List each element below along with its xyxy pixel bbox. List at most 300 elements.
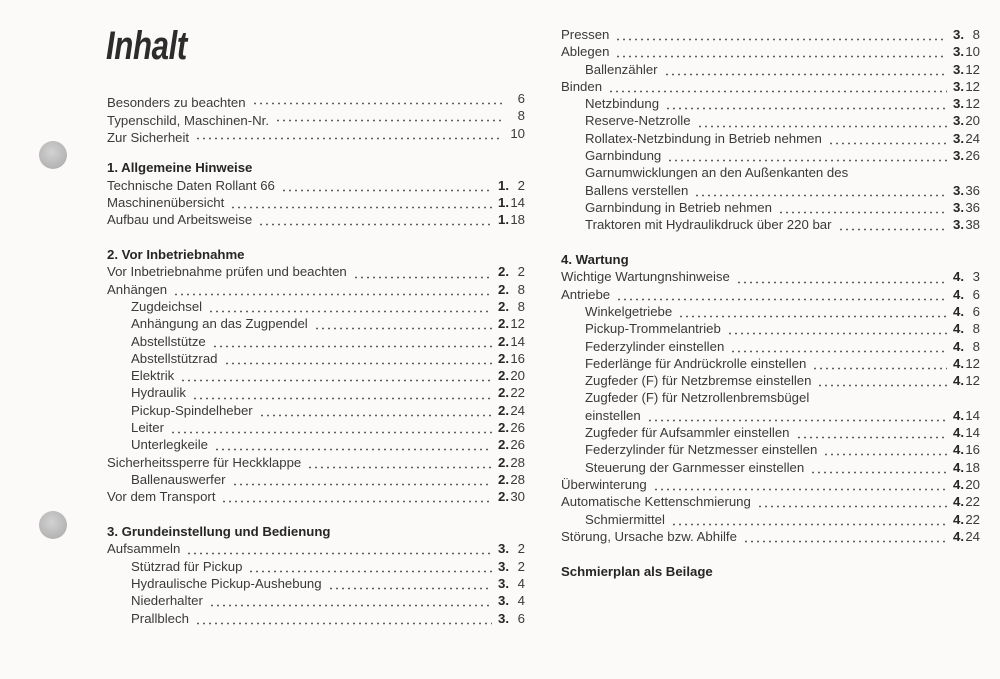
dot-leader — [170, 424, 492, 434]
page-number: 10 — [965, 44, 980, 60]
entry-label: Pickup-Spindelheber — [131, 402, 253, 418]
entry-label: Störung, Ursache bzw. Abhilfe — [561, 528, 737, 544]
toc-entry[interactable] — [107, 558, 525, 575]
section-heading: 4. Wartung — [561, 252, 629, 268]
page-number: 2 — [517, 177, 525, 193]
chapter-number: 2. — [498, 298, 509, 314]
page-number: 26 — [965, 148, 980, 164]
dot-leader — [796, 429, 947, 439]
section-heading: Schmierplan als Beilage — [561, 563, 713, 579]
chapter-number: 4. — [953, 425, 964, 441]
entry-label: Technische Daten Rollant 66 — [107, 177, 275, 193]
dot-leader — [671, 516, 947, 526]
entry-label: Ballenzähler — [585, 61, 658, 77]
page-number: 20 — [965, 113, 980, 129]
page-reference — [492, 419, 525, 436]
entry-label: Federzylinder für Netzmesser einstellen — [585, 442, 818, 458]
page-reference — [947, 130, 980, 147]
page-reference — [492, 194, 525, 211]
page-reference — [503, 107, 525, 124]
dot-leader — [817, 377, 947, 387]
page-number: 12 — [965, 78, 980, 94]
dot-leader — [314, 320, 492, 330]
toc-entry[interactable] — [561, 112, 980, 129]
dot-leader — [757, 498, 947, 508]
entry-label: Traktoren mit Hydraulikdruck über 220 bar — [585, 217, 832, 233]
page-number: 8 — [517, 298, 525, 314]
page-number: 2 — [517, 558, 525, 574]
toc-entry[interactable] — [107, 454, 525, 471]
page-reference — [492, 575, 525, 592]
dot-leader — [678, 308, 947, 318]
entry-label: Federzylinder einstellen — [585, 338, 725, 354]
page-number: 26 — [510, 437, 525, 453]
chapter-number: 3. — [953, 78, 964, 94]
page-reference — [492, 454, 525, 471]
toc-section — [107, 159, 525, 228]
toc-entry[interactable] — [107, 610, 525, 627]
toc-entry[interactable] — [107, 177, 525, 194]
dot-leader — [307, 459, 492, 469]
toc-entry[interactable] — [561, 355, 980, 372]
page-reference — [492, 263, 525, 280]
page-number: 22 — [965, 494, 980, 510]
chapter-number: 4. — [953, 528, 964, 544]
page-number: 8 — [517, 108, 525, 124]
chapter-number: 3. — [498, 593, 509, 609]
toc-entry[interactable] — [107, 281, 525, 298]
toc-entry[interactable] — [107, 298, 525, 315]
dot-leader — [195, 615, 492, 625]
toc-entry[interactable] — [107, 384, 525, 401]
dot-leader — [328, 580, 492, 590]
page-number: 18 — [510, 212, 525, 228]
page-number: 8 — [972, 338, 980, 354]
entry-label: Vor dem Transport — [107, 489, 216, 505]
page-reference — [492, 384, 525, 401]
entry-label: Steuerung der Garnmesser einstellen — [585, 459, 805, 475]
entry-label: Leiter — [131, 420, 164, 436]
dot-leader — [616, 291, 947, 301]
chapter-number: 3. — [498, 575, 509, 591]
entry-label: einstellen — [585, 407, 641, 423]
entry-label: Besonders zu beachten — [107, 95, 246, 111]
page-reference — [492, 211, 525, 228]
page-number: 22 — [510, 385, 525, 401]
dot-leader — [615, 31, 947, 41]
entry-label: Winkelgetriebe — [585, 303, 673, 319]
page-number: 6 — [972, 303, 980, 319]
chapter-number: 4. — [953, 286, 964, 302]
page-number: 38 — [965, 217, 980, 233]
page-reference — [947, 199, 980, 216]
dot-leader — [230, 199, 492, 209]
dot-leader — [353, 269, 492, 279]
toc-entry[interactable] — [561, 476, 980, 493]
chapter-number: 3. — [953, 44, 964, 60]
chapter-number: 2. — [498, 454, 509, 470]
chapter-number: 3. — [953, 96, 964, 112]
toc-entry[interactable] — [561, 61, 980, 78]
page-number: 14 — [510, 194, 525, 210]
page-reference — [947, 216, 980, 233]
page-reference — [947, 320, 980, 337]
page-number: 12 — [965, 373, 980, 389]
page-reference — [492, 436, 525, 453]
punch-hole-bottom — [39, 511, 67, 539]
chapter-number: 3. — [953, 113, 964, 129]
toc-entry[interactable] — [561, 338, 980, 355]
page-reference — [947, 43, 980, 60]
dot-leader — [823, 446, 947, 456]
dot-leader — [608, 83, 947, 93]
toc-entry[interactable] — [107, 575, 525, 592]
dot-leader — [259, 407, 492, 417]
chapter-number: 3. — [953, 148, 964, 164]
entry-label: Zugfeder (F) für Netzrollenbremsbügel — [585, 390, 810, 406]
page-number: 6 — [517, 91, 525, 106]
page-reference — [503, 90, 525, 107]
page-reference — [947, 26, 980, 43]
entry-label: Unterlegkeile — [131, 437, 208, 453]
toc-entry[interactable] — [561, 26, 980, 43]
dot-leader — [615, 48, 947, 58]
entry-label: Niederhalter — [131, 593, 203, 609]
dot-leader — [248, 563, 492, 573]
dot-leader — [664, 66, 947, 76]
toc-entry[interactable] — [561, 130, 980, 147]
page-reference — [492, 281, 525, 298]
section-heading: 1. Allgemeine Hinweise — [107, 160, 253, 176]
entry-label: Stützrad für Pickup — [131, 558, 243, 574]
dot-leader — [810, 464, 947, 474]
toc-entry[interactable] — [107, 419, 525, 436]
toc-entry[interactable] — [107, 540, 525, 557]
entry-label: Garnbindung — [585, 148, 662, 164]
chapter-number: 2. — [498, 402, 509, 418]
page-reference — [947, 355, 980, 372]
entry-label: Ballens verstellen — [585, 182, 689, 198]
toc-column-right — [561, 26, 980, 597]
toc-column-left — [107, 90, 525, 644]
page-reference — [947, 493, 980, 510]
dot-leader — [647, 412, 947, 422]
toc-entry[interactable] — [107, 592, 525, 609]
page-number: 6 — [517, 610, 525, 626]
dot-leader — [214, 441, 492, 451]
dot-leader — [697, 118, 947, 128]
page-number: 24 — [965, 528, 980, 544]
chapter-number: 4. — [953, 476, 964, 492]
page-number: 3 — [972, 269, 980, 285]
toc-entry[interactable] — [107, 333, 525, 350]
dot-leader — [665, 100, 947, 110]
dot-leader — [195, 130, 503, 140]
toc-entry[interactable] — [561, 389, 980, 406]
toc-entry[interactable] — [561, 424, 980, 441]
dot-leader — [730, 343, 947, 353]
chapter-number: 4. — [953, 321, 964, 337]
page-reference — [947, 372, 980, 389]
toc-entry[interactable] — [561, 43, 980, 60]
entry-label: Rollatex-Netzbindung in Betrieb nehmen — [585, 130, 822, 146]
entry-label: Schmiermittel — [585, 511, 665, 527]
page-reference — [947, 268, 980, 285]
entry-label: Hydraulik — [131, 385, 186, 401]
toc-entry[interactable] — [561, 493, 980, 510]
chapter-number: 2. — [498, 368, 509, 384]
page-number: 14 — [965, 425, 980, 441]
page-number: 14 — [965, 407, 980, 423]
page-reference — [947, 78, 980, 95]
toc-entry[interactable] — [561, 372, 980, 389]
dot-leader — [180, 372, 492, 382]
chapter-number: 4. — [953, 303, 964, 319]
dot-leader — [736, 274, 947, 284]
dot-leader — [743, 533, 947, 543]
toc-entry[interactable] — [107, 350, 525, 367]
entry-label: Abstellstütze — [131, 333, 206, 349]
dot-leader — [212, 338, 492, 348]
entry-label: Hydraulische Pickup-Aushebung — [131, 575, 322, 591]
page-number: 36 — [965, 199, 980, 215]
page-number: 8 — [972, 27, 980, 42]
dot-leader — [281, 182, 492, 192]
section-heading: 2. Vor Inbetriebnahme — [107, 247, 245, 263]
dot-leader — [232, 476, 492, 486]
chapter-number: 1. — [498, 194, 509, 210]
chapter-number: 2. — [498, 385, 509, 401]
entry-label: Sicherheitssperre für Heckklappe — [107, 454, 302, 470]
page-number: 12 — [965, 355, 980, 371]
dot-leader — [694, 187, 947, 197]
chapter-number: 3. — [953, 130, 964, 146]
dot-leader — [173, 286, 492, 296]
toc-entry[interactable] — [107, 90, 525, 111]
entry-label: Elektrik — [131, 368, 175, 384]
page-reference — [492, 558, 525, 575]
entry-label: Garnumwicklungen an den Außenkanten des — [585, 165, 849, 181]
page-reference — [947, 459, 980, 476]
page-number: 26 — [510, 420, 525, 436]
page-reference — [492, 610, 525, 627]
chapter-number: 2. — [498, 471, 509, 487]
toc-entry[interactable] — [561, 182, 980, 199]
entry-label: Typenschild, Maschinen-Nr. — [107, 112, 269, 128]
page-number: 12 — [965, 96, 980, 112]
page-number: 8 — [517, 281, 525, 297]
dot-leader — [812, 360, 947, 370]
page-number: 22 — [965, 511, 980, 527]
page-reference — [492, 177, 525, 194]
page-number: 18 — [965, 459, 980, 475]
entry-label: Maschinenübersicht — [107, 194, 225, 210]
chapter-number: 3. — [953, 27, 964, 42]
dot-leader — [208, 303, 492, 313]
toc-section — [107, 523, 525, 627]
page-number: 10 — [510, 125, 525, 141]
chapter-number: 4. — [953, 494, 964, 510]
entry-label: Zur Sicherheit — [107, 129, 190, 145]
dot-leader — [221, 493, 492, 503]
entry-label: Zugfeder für Aufsammler einstellen — [585, 425, 790, 441]
chapter-number: 3. — [953, 217, 964, 233]
page-number: 2 — [517, 264, 525, 280]
entry-label: Aufsammeln — [107, 541, 181, 557]
page-reference — [947, 528, 980, 545]
entry-label: Binden — [561, 78, 603, 94]
entry-label: Netzbindung — [585, 96, 660, 112]
dot-leader — [192, 390, 492, 400]
toc-entry[interactable] — [561, 528, 980, 545]
page-number: 16 — [965, 442, 980, 458]
chapter-number: 2. — [498, 333, 509, 349]
section-heading: 3. Grundeinstellung und Bedienung — [107, 524, 331, 540]
page-reference — [492, 540, 525, 557]
page-reference — [492, 367, 525, 384]
chapter-number: 1. — [498, 212, 509, 228]
toc-section — [107, 90, 525, 145]
entry-label: Abstellstützrad — [131, 350, 218, 366]
entry-label: Anhängung an das Zugpendel — [131, 316, 308, 332]
dot-leader — [186, 545, 492, 555]
page-number: 16 — [510, 350, 525, 366]
chapter-number: 2. — [498, 264, 509, 280]
dot-leader — [667, 152, 947, 162]
toc-entry[interactable] — [107, 402, 525, 419]
page-reference — [947, 407, 980, 424]
punch-hole-top — [39, 141, 67, 169]
page-reference — [492, 315, 525, 332]
page-title: Inhalt — [106, 24, 187, 68]
page-reference — [492, 333, 525, 350]
entry-label: Ballenauswerfer — [131, 471, 226, 487]
page-number: 28 — [510, 454, 525, 470]
page-number: 6 — [972, 286, 980, 302]
chapter-number: 2. — [498, 489, 509, 505]
chapter-number: 3. — [953, 182, 964, 198]
chapter-number: 4. — [953, 373, 964, 389]
toc-entry[interactable] — [561, 199, 980, 216]
page-number: 20 — [965, 476, 980, 492]
chapter-number: 2. — [498, 437, 509, 453]
page-reference — [947, 303, 980, 320]
page-reference — [492, 488, 525, 505]
chapter-number: 4. — [953, 269, 964, 285]
entry-label: Zugdeichsel — [131, 298, 203, 314]
entry-label: Vor Inbetriebnahme prüfen und beachten — [107, 264, 347, 280]
page-reference — [947, 424, 980, 441]
chapter-number: 4. — [953, 442, 964, 458]
toc-entry[interactable] — [107, 367, 525, 384]
toc-entry[interactable] — [561, 216, 980, 233]
page-number: 28 — [510, 471, 525, 487]
toc-entry[interactable] — [561, 303, 980, 320]
chapter-number: 3. — [498, 558, 509, 574]
dot-leader — [252, 95, 503, 105]
dot-leader — [224, 355, 493, 365]
dot-leader — [727, 325, 947, 335]
page-reference — [947, 147, 980, 164]
dot-leader — [653, 481, 947, 491]
chapter-number: 4. — [953, 338, 964, 354]
page-reference — [947, 182, 980, 199]
chapter-number: 2. — [498, 281, 509, 297]
dot-leader — [258, 216, 492, 226]
entry-label: Wichtige Wartungnshinweise — [561, 269, 730, 285]
toc-section — [107, 246, 525, 505]
toc-entry[interactable] — [561, 407, 980, 424]
toc-entry[interactable] — [561, 164, 980, 181]
toc-section — [561, 251, 980, 545]
toc-entry[interactable] — [107, 471, 525, 488]
page-reference — [947, 476, 980, 493]
chapter-number: 3. — [953, 61, 964, 77]
entry-label: Prallblech — [131, 610, 189, 626]
page-reference — [947, 61, 980, 78]
page-number: 20 — [510, 368, 525, 384]
chapter-number: 3. — [953, 199, 964, 215]
page-number: 4 — [517, 593, 525, 609]
entry-label: Ablegen — [561, 44, 610, 60]
chapter-number: 4. — [953, 355, 964, 371]
page-number: 30 — [510, 489, 525, 505]
toc-entry[interactable] — [107, 263, 525, 280]
toc-entry[interactable] — [561, 78, 980, 95]
page-number: 24 — [510, 402, 525, 418]
chapter-number: 4. — [953, 459, 964, 475]
chapter-number: 2. — [498, 316, 509, 332]
entry-label: Zugfeder (F) für Netzbremse einstellen — [585, 373, 812, 389]
page-reference — [947, 95, 980, 112]
entry-label: Reserve-Netzrolle — [585, 113, 691, 129]
entry-label: Überwinterung — [561, 476, 647, 492]
page-reference — [947, 441, 980, 458]
entry-label: Automatische Kettenschmierung — [561, 494, 751, 510]
page-reference — [492, 298, 525, 315]
toc-entry[interactable] — [107, 211, 525, 228]
page-reference — [503, 125, 525, 142]
page-reference — [492, 592, 525, 609]
toc-entry[interactable] — [107, 436, 525, 453]
chapter-number: 2. — [498, 350, 509, 366]
dot-leader — [838, 221, 947, 231]
toc-entry[interactable] — [107, 315, 525, 332]
chapter-number: 2. — [498, 420, 509, 436]
toc-entry[interactable] — [561, 268, 980, 285]
chapter-number: 3. — [498, 541, 509, 557]
toc-entry[interactable] — [561, 511, 980, 528]
toc-entry[interactable] — [107, 194, 525, 211]
toc-entry[interactable] — [107, 488, 525, 505]
entry-label: Pickup-Trommelantrieb — [585, 321, 721, 337]
page-reference — [947, 112, 980, 129]
toc-entry[interactable] — [561, 147, 980, 164]
entry-label: Aufbau und Arbeitsweise — [107, 212, 253, 228]
dot-leader — [828, 135, 947, 145]
dot-leader — [275, 112, 503, 122]
toc-entry[interactable] — [561, 459, 980, 476]
page-reference — [947, 338, 980, 355]
entry-label: Antriebe — [561, 286, 611, 302]
chapter-number: 4. — [953, 407, 964, 423]
toc-entry[interactable] — [561, 320, 980, 337]
toc-entry[interactable] — [561, 441, 980, 458]
toc-entry[interactable] — [561, 286, 980, 303]
page-number: 2 — [517, 541, 525, 557]
page-reference — [947, 511, 980, 528]
toc-entry[interactable] — [561, 95, 980, 112]
